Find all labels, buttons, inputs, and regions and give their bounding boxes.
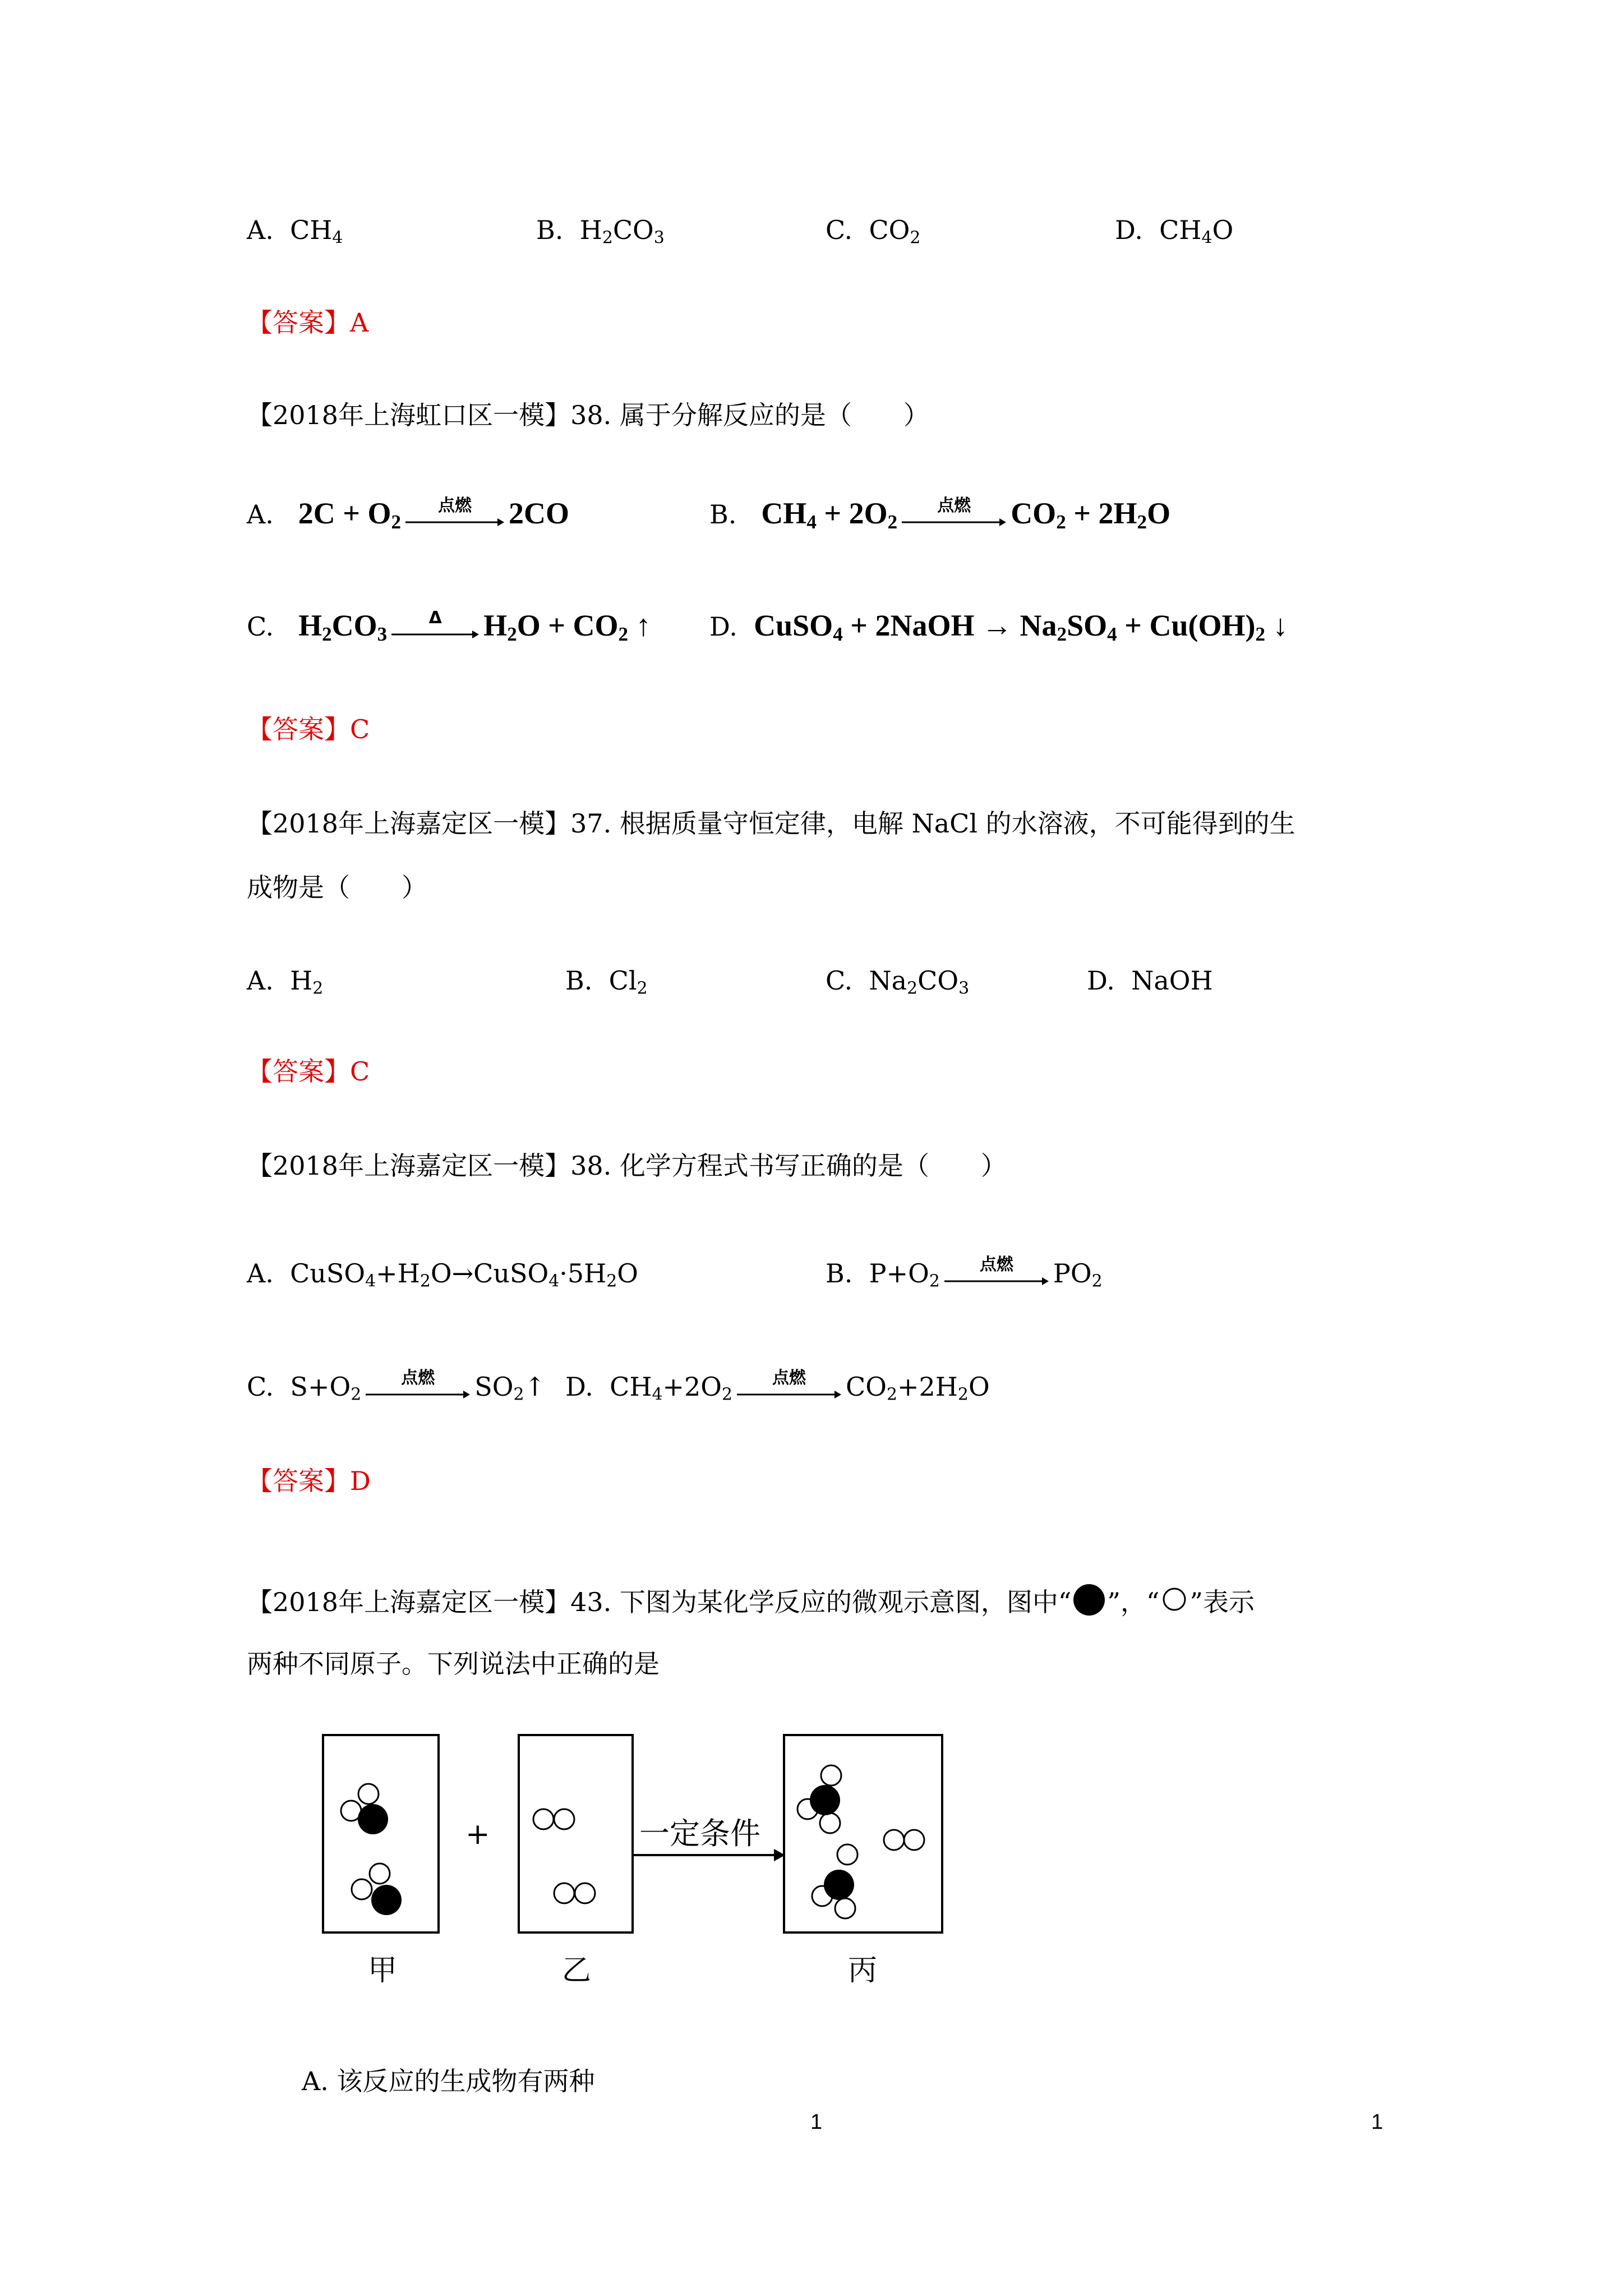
label-jia: 甲 (368, 1954, 398, 1987)
option-b: B. $H_2CO_3$ (536, 215, 665, 248)
option-c: C. $Na_2CO_3$ (826, 965, 970, 999)
page-number-left: 1 (810, 2110, 823, 2134)
plus-sign: + (465, 1818, 490, 1851)
question-stem: 【2018年上海虹口区一模】38. 属于分解反应的是（ ） (247, 400, 929, 430)
label-yi: 乙 (562, 1954, 592, 1987)
option-a: A. $2C + O_2$ 点燃 2CO (247, 496, 570, 533)
question-stem-cont: 两种不同原子。下列说法中正确的是 (247, 1649, 660, 1679)
option-a: A. $H_2$ (247, 965, 324, 999)
option-a: A. $CH_4$ (247, 215, 343, 248)
reaction-arrow: 点燃 (365, 1378, 471, 1400)
reaction-arrow: 点燃 (736, 1378, 842, 1400)
option-b: B. $CH_4 + 2O_2$ 点燃 $CO_2 + 2H_2O$ (709, 496, 1171, 533)
question-stem: 【2018年上海嘉定区一模】38. 化学方程式书写正确的是（ ） (247, 1151, 1007, 1181)
answer-label: 【答案】C (247, 714, 370, 744)
option-a: A. $CuSO_4+H_2O\to CuSO_4\cdot 5H_2O$ (247, 1258, 638, 1291)
reaction-condition: 一定条件 (639, 1816, 760, 1851)
page-number-right: 1 (1371, 2110, 1384, 2134)
option-b: B. $Cl_2$ (565, 965, 648, 999)
answer-label: 【答案】D (247, 1466, 371, 1496)
reaction-arrow: 点燃 (901, 505, 1007, 528)
reaction-arrow: 点燃 (404, 505, 505, 528)
option-a: A. 该反应的生成物有两种 (302, 2066, 595, 2096)
option-c: C. $S+O_2$ 点燃 $SO_2↑$ (247, 1368, 546, 1405)
option-c: C. $H_2CO_3$ Δ $H_2O + CO_2$ ↑ (247, 608, 651, 645)
option-b: B. $P+O_2$ 点燃 $PO_2$ (826, 1255, 1103, 1291)
question-stem: 【2018年上海嘉定区一模】43. 下图为某化学反应的微观示意图，图中“ ”，“ ”表示 (247, 1583, 1255, 1619)
answer-label: 【答案】C (247, 1056, 370, 1087)
option-d: D. $CH_4O$ (1115, 215, 1234, 248)
option-c: C. $CO_2$ (826, 215, 921, 248)
answer-label: 【答案】A (247, 307, 369, 338)
option-d: D. NaOH (1087, 965, 1213, 996)
question-stem: 【2018年上海嘉定区一模】37. 根据质量守恒定律，电解 NaCl 的水溶液，不可能得到的生 (247, 808, 1295, 839)
option-d: D. $CH_4+2O_2$ 点燃 $CO_2+2H_2O$ (565, 1368, 990, 1405)
white-atom-icon (1159, 1585, 1189, 1616)
option-d: D. CuSO$_4$ + 2NaOH → $Na_2SO_4 + Cu(OH)_2$ ↓ (709, 609, 1288, 645)
reaction-diagram (303, 1728, 976, 2022)
reaction-arrow: 点燃 (943, 1264, 1050, 1287)
black-atom-icon (1071, 1583, 1107, 1619)
reaction-arrow: Δ (390, 618, 480, 640)
label-bing: 丙 (848, 1954, 878, 1987)
question-stem-cont: 成物是（ ） (247, 872, 427, 903)
